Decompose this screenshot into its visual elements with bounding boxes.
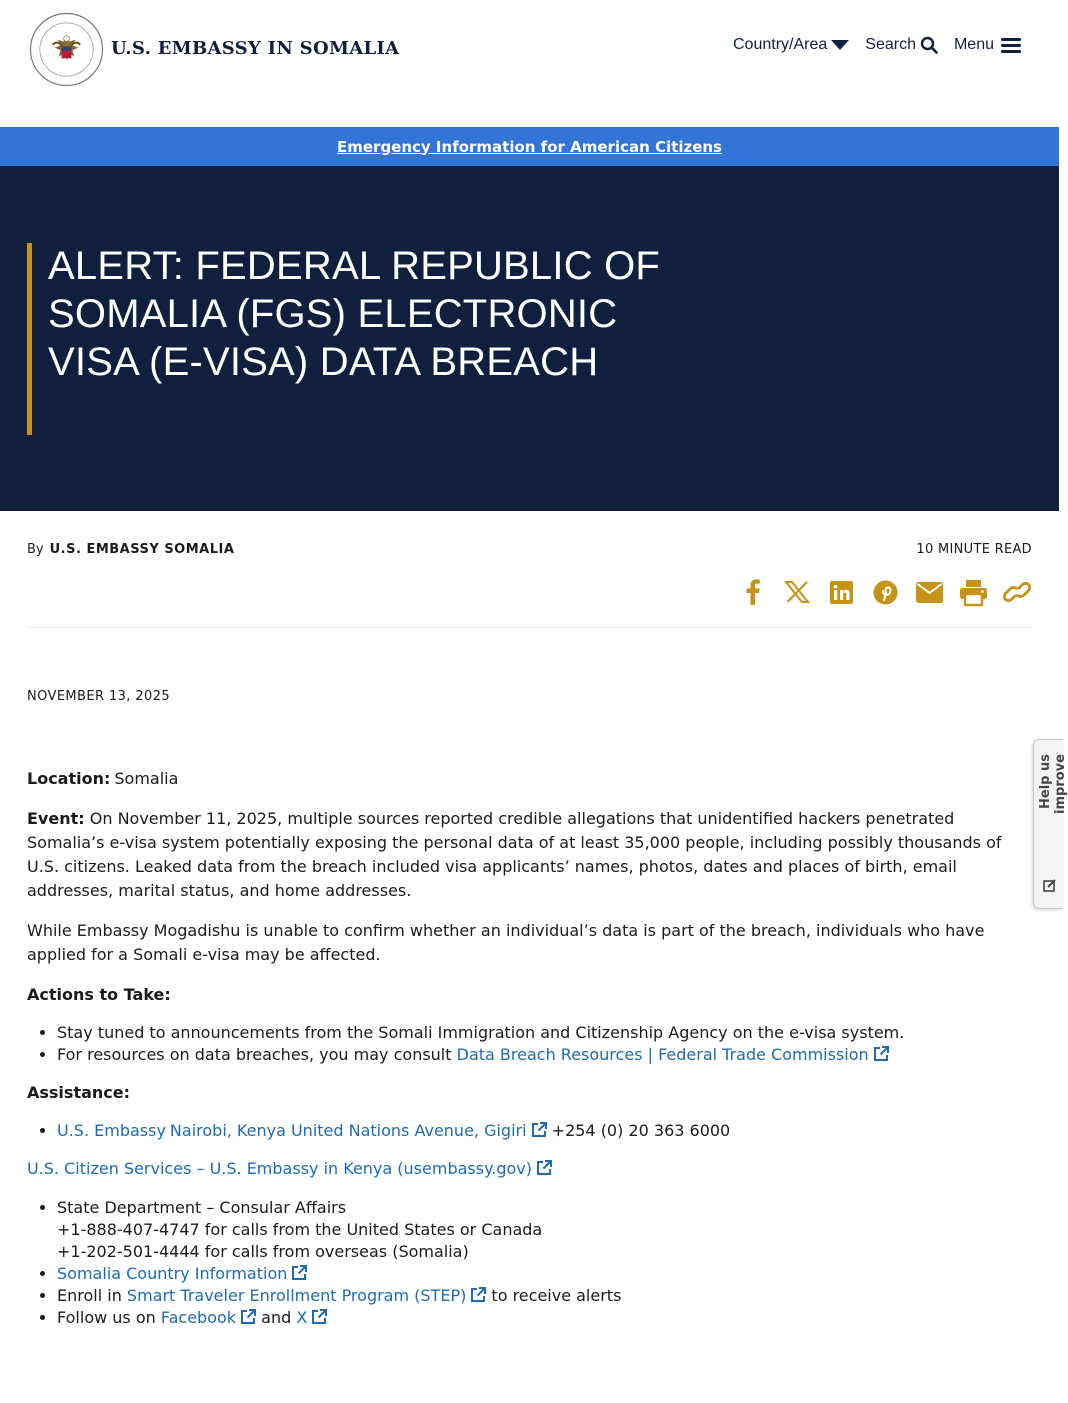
embassy-seal-logo[interactable] [29,12,104,87]
search-label: Search [865,36,916,53]
step-link[interactable] [127,1286,486,1305]
byline-by: By [27,542,44,557]
somalia-country-info-link[interactable] [57,1264,307,1283]
external-link-icon [531,1122,547,1138]
caret-down-icon [831,39,849,51]
phone-us: +1-888-407-4747 for calls from the United States or Canada [57,1220,543,1239]
publish-date: NOVEMBER 13, 2025 [27,689,171,704]
phone-overseas: +1-202-501-4444 for calls from overseas (Somalia) [57,1242,469,1261]
facebook-link[interactable] [161,1308,256,1327]
list-item [57,1022,1032,1044]
x-icon[interactable] [782,577,812,607]
byline-divider [27,627,1032,628]
hero-accent-bar [27,243,32,435]
print-icon[interactable] [958,577,988,607]
action-item-2-prefix: For resources on data breaches, you may consult [57,1045,452,1064]
location-value: Somalia [114,769,179,788]
embassy-link-part-a: U.S. Embassy [57,1121,166,1140]
event-paragraph [27,807,1032,903]
location-paragraph [27,767,1032,791]
location-label: Location: [27,769,111,788]
event-label: Event: [27,809,85,828]
menu-label: Menu [953,36,994,53]
country-info-link-text: Somalia Country Information [57,1264,288,1283]
assistance-heading [27,1081,1032,1105]
list-item [57,1120,1032,1142]
follow-prefix: Follow us on [57,1308,156,1327]
external-link-icon [311,1309,327,1325]
step-link-text: Smart Traveler Enrollment Program (STEP) [126,1286,467,1305]
ftc-data-breach-link-text: Data Breach Resources | Federal Trade Commission [456,1045,869,1064]
embassy-phone: +254 (0) 20 363 6000 [551,1121,731,1140]
feedback-tab[interactable] [1033,739,1068,909]
kenya-citizen-services-paragraph [27,1157,1032,1181]
country-area-label: Country/Area [733,36,828,53]
pinterest-icon[interactable] [870,577,900,607]
menu-button[interactable] [954,36,1022,54]
embassy-link-part-b: Nairobi, Kenya United Nations Avenue, Gigiri [169,1121,527,1140]
site-header [0,0,1059,127]
x-link[interactable] [296,1308,327,1327]
copy-link-icon[interactable] [1002,577,1032,607]
external-link-icon [470,1287,486,1303]
share-bar [724,577,1032,607]
main-nav [733,36,1022,54]
and-text: and [261,1308,292,1327]
emergency-info-link[interactable]: Emergency Information for American Citizens [337,137,722,156]
byline [27,542,234,557]
list-item [57,1044,1032,1066]
enroll-prefix: Enroll in [57,1286,122,1305]
breach-notice-paragraph: While Embassy Mogadishu is unable to confirm whether an individual’s data is part of the breach, individuals who have applied for a Somali e-visa may be affected. [27,921,985,964]
list-item [57,1307,1032,1329]
country-area-dropdown[interactable] [733,36,849,54]
contacts-list [57,1197,1032,1329]
facebook-icon[interactable] [738,577,768,607]
external-link-icon [536,1160,552,1176]
page-title: ALERT: FEDERAL REPUBLIC OF SOMALIA (FGS) ELECTRONIC VISA (E-VISA) DATA BREACH [48,244,661,384]
article-body [27,767,1032,1344]
ftc-data-breach-link[interactable] [457,1045,889,1064]
action-item-1: Stay tuned to announcements from the Somali Immigration and Citizenship Agency on the e-visa system. [57,1023,905,1042]
search-icon [920,36,938,54]
edit-icon [1043,878,1057,892]
enroll-suffix: to receive alerts [491,1286,622,1305]
state-dept-label: State Department – Consular Affairs [57,1198,347,1217]
facebook-link-text: Facebook [160,1308,237,1327]
embassy-nairobi-link[interactable] [57,1121,547,1140]
actions-heading [27,983,1032,1007]
x-link-text: X [296,1308,308,1327]
byline-author: U.S. EMBASSY SOMALIA [49,542,235,557]
feedback-label: Help us improve [1038,754,1068,814]
event-text: On November 11, 2025, multiple sources reported credible allegations that unidentified hackers penetrated Somalia’s e-visa system potentially exposing the personal data of at least 35,000 people, including possibly thousands of U.S. citizens. Leaked data from the breach included visa applicants’ names, photos, dates and places of birth, email addresses, marital status, and home addresses. [27,809,1002,900]
list-item [57,1263,1032,1285]
list-item [57,1197,1032,1263]
linkedin-icon[interactable] [826,577,856,607]
list-item [57,1285,1032,1307]
assistance-heading-text: Assistance: [27,1083,131,1102]
external-link-icon [240,1309,256,1325]
external-link-icon [291,1265,307,1281]
hamburger-icon [1000,36,1022,54]
actions-heading-text: Actions to Take: [27,985,171,1004]
external-link-icon [873,1046,889,1062]
kenya-link-text: U.S. Citizen Services – U.S. Embassy in Kenya (usembassy.gov) [27,1159,532,1178]
hero-banner [0,166,1059,511]
email-icon[interactable] [914,577,944,607]
read-time: 10 MINUTE READ [916,542,1032,557]
actions-list [57,1022,1032,1066]
site-title[interactable]: U.S. EMBASSY IN SOMALIA [111,38,400,59]
kenya-citizen-services-link[interactable] [27,1159,552,1178]
search-button[interactable] [865,36,938,54]
assistance-list [57,1120,1032,1142]
emergency-banner [0,127,1059,166]
